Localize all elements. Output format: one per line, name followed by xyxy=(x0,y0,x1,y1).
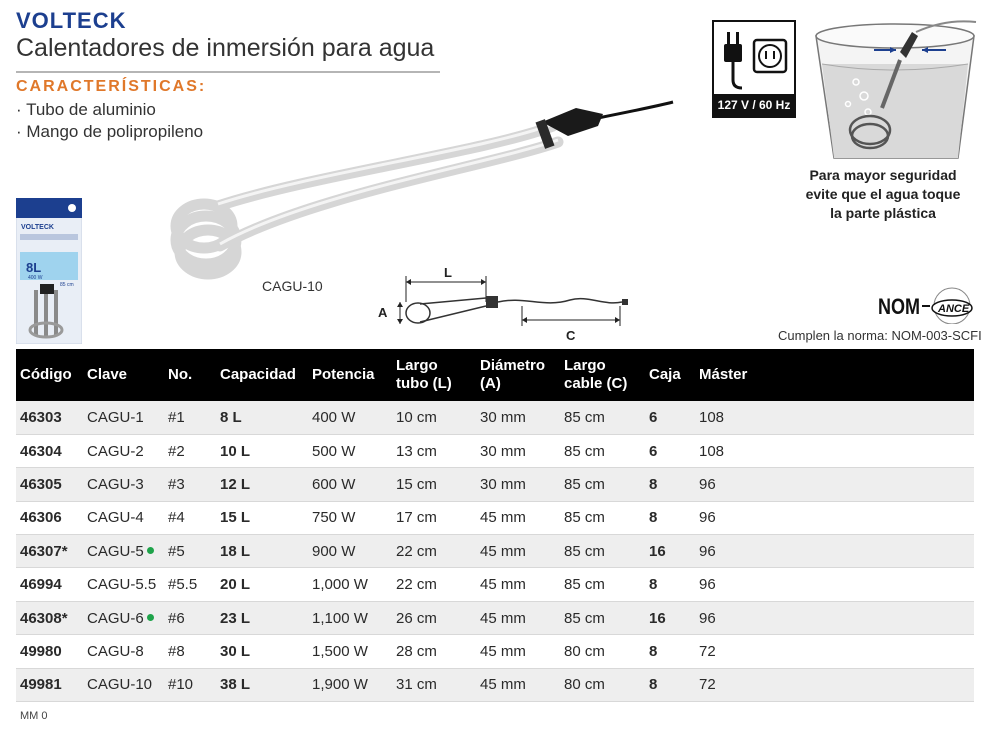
cell-potencia: 1,000 W xyxy=(308,568,392,601)
cell-codigo: 49980 xyxy=(16,635,83,668)
cell-master: 96 xyxy=(695,568,974,601)
table-header-row xyxy=(16,349,974,401)
table-row xyxy=(16,401,974,434)
cell-no: #5 xyxy=(164,535,216,568)
table-row xyxy=(16,535,974,568)
col-header: Potencia xyxy=(312,366,375,383)
cell-capacidad: 38 L xyxy=(216,668,308,701)
dimension-diameter-label: A xyxy=(378,305,388,320)
cell-master: 108 xyxy=(695,401,974,434)
col-header: Largo cable (C) xyxy=(564,357,628,392)
cell-no: #4 xyxy=(164,501,216,534)
cell-codigo: 49981 xyxy=(16,668,83,701)
cell-capacidad: 8 L xyxy=(216,401,308,434)
col-header: Diámetro (A) xyxy=(480,357,546,392)
col-header: Máster xyxy=(699,366,748,383)
cell-no: #2 xyxy=(164,434,216,467)
cell-caja: 6 xyxy=(645,401,695,434)
nom-text: NOM xyxy=(878,294,920,319)
cell-diametro: 45 mm xyxy=(476,535,560,568)
voltage-label: 127 V / 60 Hz xyxy=(714,94,794,116)
cell-diametro: 45 mm xyxy=(476,568,560,601)
cell-codigo: 46994 xyxy=(16,568,83,601)
cell-largo-cable: 85 cm xyxy=(560,434,645,467)
new-item-dot-icon xyxy=(147,547,154,554)
cell-potencia: 600 W xyxy=(308,468,392,501)
cell-master: 96 xyxy=(695,601,974,634)
package-cable: 85 cm xyxy=(60,282,74,288)
cell-master: 96 xyxy=(695,468,974,501)
dimension-length-label: L xyxy=(444,265,452,280)
cell-largo-cable: 85 cm xyxy=(560,601,645,634)
safety-line: la parte plástica xyxy=(830,205,936,221)
cell-potencia: 750 W xyxy=(308,501,392,534)
cell-diametro: 30 mm xyxy=(476,401,560,434)
cell-no: #3 xyxy=(164,468,216,501)
cell-diametro: 45 mm xyxy=(476,668,560,701)
norma-text: Cumplen la norma: NOM-003-SCFI xyxy=(778,328,982,343)
cell-master: 72 xyxy=(695,668,974,701)
cell-largo-tubo: 15 cm xyxy=(392,468,476,501)
cell-potencia: 1,900 W xyxy=(308,668,392,701)
cell-potencia: 900 W xyxy=(308,535,392,568)
cell-caja: 8 xyxy=(645,635,695,668)
cell-caja: 8 xyxy=(645,668,695,701)
feature-item: · Mango de polipropileno xyxy=(16,122,203,142)
table-row xyxy=(16,601,974,634)
cell-master: 96 xyxy=(695,501,974,534)
cell-clave: CAGU-2 xyxy=(83,434,164,467)
package-brand: VOLTECK xyxy=(21,224,54,231)
cell-codigo: 46308* xyxy=(16,601,83,634)
brand-logo: VOLTECK xyxy=(16,8,127,33)
table-row xyxy=(16,501,974,534)
cell-largo-tubo: 17 cm xyxy=(392,501,476,534)
cell-clave: CAGU-6 xyxy=(83,601,164,634)
table-row xyxy=(16,434,974,467)
cell-no: #6 xyxy=(164,601,216,634)
cell-master: 108 xyxy=(695,434,974,467)
product-label: CAGU-10 xyxy=(262,278,323,294)
cell-potencia: 400 W xyxy=(308,401,392,434)
package-power: 400 W xyxy=(28,275,43,281)
cell-capacidad: 20 L xyxy=(216,568,308,601)
cell-largo-tubo: 22 cm xyxy=(392,535,476,568)
voltage-panel xyxy=(712,20,796,118)
cell-no: #1 xyxy=(164,401,216,434)
cell-diametro: 45 mm xyxy=(476,635,560,668)
cell-clave: CAGU-5.5 xyxy=(83,568,164,601)
cell-clave: CAGU-5 xyxy=(83,535,164,568)
cell-master: 96 xyxy=(695,535,974,568)
col-header: Clave xyxy=(87,366,128,383)
package-capacity: 8L xyxy=(26,260,42,275)
cell-diametro: 30 mm xyxy=(476,434,560,467)
cell-largo-cable: 80 cm xyxy=(560,635,645,668)
cell-clave: CAGU-1 xyxy=(83,401,164,434)
col-header: Largo tubo (L) xyxy=(396,357,452,392)
heater-illustration xyxy=(158,96,678,286)
new-item-dot-icon xyxy=(147,614,154,621)
cell-caja: 8 xyxy=(645,501,695,534)
page-title: Calentadores de inmersión para agua xyxy=(16,34,435,62)
nom-ance-logo xyxy=(876,284,976,324)
cell-largo-cable: 85 cm xyxy=(560,401,645,434)
table-row xyxy=(16,568,974,601)
features-heading: CARACTERÍSTICAS: xyxy=(16,78,207,95)
dimension-diagram xyxy=(374,262,644,344)
cell-capacidad: 23 L xyxy=(216,601,308,634)
plug-icon xyxy=(724,32,742,88)
cell-no: #8 xyxy=(164,635,216,668)
cell-clave: CAGU-3 xyxy=(83,468,164,501)
safety-line: Para mayor seguridad xyxy=(809,167,957,183)
outlet-icon xyxy=(754,40,786,72)
cell-largo-tubo: 31 cm xyxy=(392,668,476,701)
table-row xyxy=(16,635,974,668)
cell-capacidad: 18 L xyxy=(216,535,308,568)
col-header: Código xyxy=(20,366,72,383)
cell-caja: 16 xyxy=(645,535,695,568)
specs-table xyxy=(16,349,974,702)
ance-text: ANCE xyxy=(938,303,970,315)
table-row xyxy=(16,468,974,501)
cell-diametro: 45 mm xyxy=(476,601,560,634)
cell-largo-cable: 85 cm xyxy=(560,535,645,568)
cell-largo-tubo: 28 cm xyxy=(392,635,476,668)
cell-largo-tubo: 22 cm xyxy=(392,568,476,601)
cell-no: #10 xyxy=(164,668,216,701)
cell-potencia: 1,100 W xyxy=(308,601,392,634)
cell-largo-cable: 85 cm xyxy=(560,501,645,534)
col-header: Capacidad xyxy=(220,366,296,383)
bucket-illustration xyxy=(808,12,978,162)
cell-clave: CAGU-10 xyxy=(83,668,164,701)
cell-largo-cable: 85 cm xyxy=(560,568,645,601)
cell-potencia: 500 W xyxy=(308,434,392,467)
cell-clave: CAGU-4 xyxy=(83,501,164,534)
dimension-cable-label: C xyxy=(566,328,576,343)
cell-largo-tubo: 10 cm xyxy=(392,401,476,434)
cell-caja: 8 xyxy=(645,468,695,501)
cell-capacidad: 10 L xyxy=(216,434,308,467)
cell-largo-tubo: 26 cm xyxy=(392,601,476,634)
cell-clave: CAGU-8 xyxy=(83,635,164,668)
title-divider xyxy=(16,71,440,73)
cell-codigo: 46303 xyxy=(16,401,83,434)
cell-codigo: 46306 xyxy=(16,501,83,534)
cell-caja: 16 xyxy=(645,601,695,634)
cell-diametro: 45 mm xyxy=(476,501,560,534)
cell-caja: 8 xyxy=(645,568,695,601)
cell-capacidad: 15 L xyxy=(216,501,308,534)
cell-caja: 6 xyxy=(645,434,695,467)
col-header: Caja xyxy=(649,366,681,383)
cell-largo-tubo: 13 cm xyxy=(392,434,476,467)
col-header: No. xyxy=(168,366,193,383)
cell-capacidad: 30 L xyxy=(216,635,308,668)
cell-largo-cable: 80 cm xyxy=(560,668,645,701)
cell-capacidad: 12 L xyxy=(216,468,308,501)
safety-note xyxy=(790,166,976,223)
package-image xyxy=(16,198,82,344)
feature-item: · Tubo de aluminio xyxy=(16,100,156,120)
cell-diametro: 30 mm xyxy=(476,468,560,501)
cell-potencia: 1,500 W xyxy=(308,635,392,668)
cell-largo-cable: 85 cm xyxy=(560,468,645,501)
footnote: MM 0 xyxy=(20,710,48,722)
table-row xyxy=(16,668,974,701)
cell-no: #5.5 xyxy=(164,568,216,601)
cell-master: 72 xyxy=(695,635,974,668)
cell-codigo: 46305 xyxy=(16,468,83,501)
cell-codigo: 46304 xyxy=(16,434,83,467)
safety-line: evite que el agua toque xyxy=(805,186,961,202)
cell-codigo: 46307* xyxy=(16,535,83,568)
